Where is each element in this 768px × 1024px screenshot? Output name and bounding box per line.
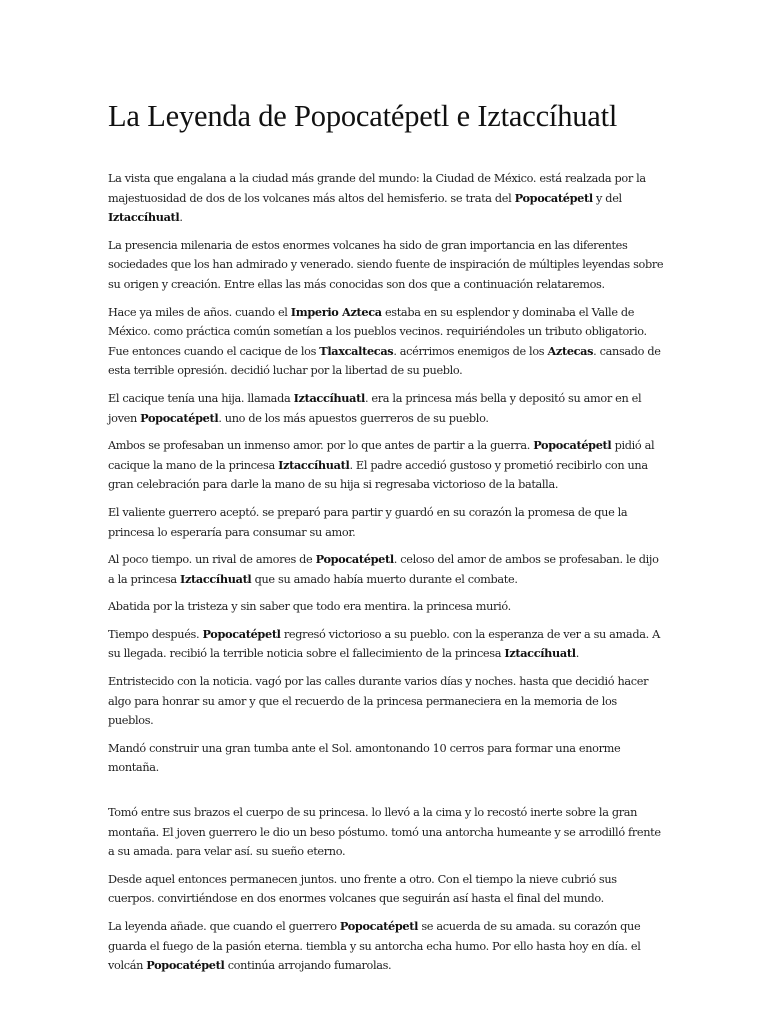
paragraph [108,236,664,295]
text-run: La vista que engalana a la ciudad más grande del mundo: la Ciudad de México. está realzada por la majestuosidad de dos de los volcanes más altos del hemisferio. se trata del [108,172,646,205]
text-run: Mandó construir una gran tumba ante el Sol. amontonando 10 cerros para formar una enorme montaña. [108,741,621,775]
bold-name: Popocatépetl [146,958,225,973]
paragraph [108,169,664,228]
paragraph [108,917,664,976]
text-run: que su amado había muerto durante el combate. [251,572,518,586]
bold-name: Popocatépetl [315,552,394,567]
bold-name: Aztecas [547,343,594,358]
paragraph [108,597,664,617]
paragraph [108,303,664,381]
text-run: . uno de los más apuestos guerreros de su pueblo. [218,411,489,425]
paragraph [108,503,664,542]
paragraph [108,803,664,862]
bold-name: Popocatépetl [339,919,419,933]
text-run: Entristecido con la noticia. vagó por las calles durante varios días y noches. hasta que decidió hacer algo para honrar su amor y que el recuerdo de la princesa permaneciera en la memoria de los pueblos. [108,675,649,728]
text-run: Al poco tiempo. un rival de amores de [108,553,316,567]
paragraph [108,436,664,495]
bold-name: Popocatépetl [202,626,281,641]
text-run: El cacique tenía una hija. llamada [108,391,294,405]
text-run: . El padre accedió gustoso y prometió recibirlo con una gran celebración para darle la mano de su hija si regresaba victorioso de la batalla. [108,458,648,492]
bold-name: Popocatépetl [514,190,593,205]
paragraph [108,672,664,731]
text-run: regresó victorioso a su pueblo. con la esperanza de ver a su amada. A su llegada. recibió la terrible noticia sobre el fallecimiento de la princesa [108,627,660,661]
paragraph [108,870,664,909]
bold-name: Imperio Azteca [290,304,382,319]
paragraph [108,389,664,428]
text-run: Hace ya miles de años. cuando el [108,305,291,319]
bold-name: Iztaccíhuatl [293,390,365,405]
text-run: . cansado de esta terrible opresión. decidió luchar por la libertad de su pueblo. [108,344,661,378]
document-title: La Leyenda de Popocatépetl e Iztaccíhuatl [108,99,618,133]
paragraph [108,739,664,778]
text-run: El valiente guerrero aceptó. se preparó para partir y guardó en su corazón la promesa de que la princesa lo esperaría para consumar su amor. [108,505,628,539]
text-run: La presencia milenaria de estos enormes volcanes ha sido de gran importancia en las diferentes sociedades que los han admirado y venerado. siendo fuente de inspiración de múltiples leyendas sobre su origen y creación. Entre ellas las más conocidas son dos que a continuación relataremos. [108,238,664,291]
text-run: se acuerda de su amada. su corazón que guarda el fuego de la pasión eterna. tiembla y su antorcha echa humo. Por ello hasta hoy en día. el volcán [108,920,641,973]
text-run: . acérrimos enemigos de los [393,344,548,358]
paragraph-gap [108,786,664,803]
text-run: . era la princesa más bella y depositó su amor en el joven [108,391,642,425]
text-run: Tomó entre sus brazos el cuerpo de su princesa. lo llevó a la cima y lo recostó inerte sobre la gran montaña. El joven guerrero le dio un beso póstumo. tomó una antorcha humeante y se arrodilló frente a su amada. para velar así. su sueño eterno. [108,806,661,859]
text-run: Desde aquel entonces permanecen juntos. uno frente a otro. Con el tiempo la nieve cubrió sus cuerpos. convirtiéndose en dos enormes volcanes que seguirán así hasta el final del mundo. [108,872,617,906]
text-run: . [575,647,579,661]
bold-name: Iztaccíhuatl [504,646,576,661]
text-run: pidió al cacique la mano de la princesa [108,439,655,472]
paragraph [108,550,664,589]
bold-name: Popocatépetl [140,410,219,425]
text-run: Abatida por la tristeza y sin saber que todo era mentira. la princesa murió. [108,600,511,614]
text-run: La leyenda añade. que cuando el guerrero [108,920,340,933]
text-run: y del [592,191,622,205]
text-run: Ambos se profesaban un inmenso amor. por lo que antes de partir a la guerra. [108,439,534,453]
bold-name: Iztaccíhuatl [108,210,180,225]
document-body [108,169,664,976]
text-run: Tiempo después. [108,627,203,641]
bold-name: Tlaxcaltecas [319,343,394,358]
text-run: estaba en su esplendor y dominaba el Valle de México. como práctica común sometían a los pueblos vecinos. requiriéndoles un tributo obligatorio. Fue entonces cuando el cacique de los [108,305,647,358]
text-run: continúa arrojando fumarolas. [224,959,392,973]
document-page [108,96,664,984]
text-run: . [179,211,183,225]
bold-name: Iztaccíhuatl [180,571,252,586]
paragraph [108,625,664,664]
bold-name: Popocatépetl [533,438,612,453]
text-run: . celoso del amor de ambos se profesaban. le dijo a la princesa [108,553,659,586]
bold-name: Iztaccíhuatl [278,457,350,472]
